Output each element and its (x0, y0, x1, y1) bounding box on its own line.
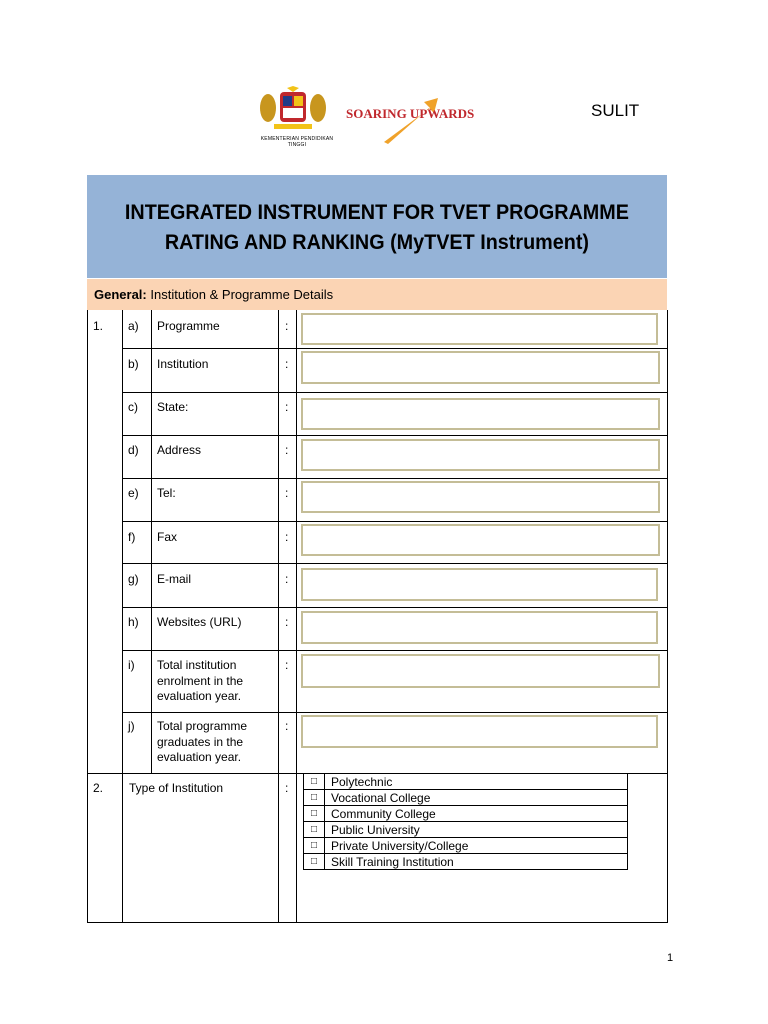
option-label-polytechnic: Polytechnic (325, 774, 628, 790)
address-field[interactable] (301, 439, 660, 471)
enrolment-field[interactable] (301, 654, 660, 688)
row-divider (122, 392, 668, 393)
checkbox-icon[interactable]: □ (304, 790, 325, 806)
website-field[interactable] (301, 611, 658, 644)
question-1-number: 1. (93, 319, 104, 333)
item-g-colon: : (285, 572, 289, 586)
institution-type-label: Type of Institution (129, 781, 224, 795)
option-row[interactable] (304, 822, 628, 838)
form-border-bottom (87, 922, 668, 923)
checkbox-icon[interactable]: □ (304, 774, 325, 790)
state-field[interactable] (301, 398, 660, 430)
soaring-upwards-logo-text: SOARING UPWARDS (346, 106, 475, 121)
row-divider (122, 650, 668, 651)
row-divider (122, 348, 668, 349)
item-b-colon: : (285, 357, 289, 371)
item-c-colon: : (285, 400, 289, 414)
details-form (87, 310, 668, 923)
option-row[interactable] (304, 774, 628, 790)
option-row[interactable] (304, 838, 628, 854)
item-h-colon: : (285, 615, 289, 629)
item-f-colon: : (285, 530, 289, 544)
item-i-colon: : (285, 658, 289, 672)
tel-label: Tel: (157, 486, 176, 500)
enrolment-label: Total institution enrolment in the evaluation year. (157, 658, 244, 703)
row-divider (122, 712, 668, 713)
option-row[interactable] (304, 806, 628, 822)
item-j-colon: : (285, 719, 289, 733)
option-row[interactable] (304, 854, 628, 870)
soaring-upwards-logo (346, 86, 475, 148)
email-field[interactable] (301, 568, 658, 601)
checkbox-icon[interactable]: □ (304, 822, 325, 838)
option-label-private-university: Private University/College (325, 838, 628, 854)
item-h-letter: h) (128, 615, 139, 629)
form-border-letter-col (151, 310, 152, 773)
option-label-community-college: Community College (325, 806, 628, 822)
section-label: General: (94, 287, 147, 302)
row-divider (122, 521, 668, 522)
programme-label: Programme (157, 319, 220, 333)
page-title (125, 197, 629, 257)
fax-label: Fax (157, 530, 178, 544)
crest-caption: KEMENTERIAN PENDIDIKAN TINGGI (260, 136, 334, 148)
page-number: 1 (667, 952, 674, 964)
option-row[interactable] (304, 790, 628, 806)
tel-field[interactable] (301, 481, 660, 513)
title-banner (87, 175, 667, 278)
item-j-letter: j) (128, 719, 135, 733)
graduates-field[interactable] (301, 715, 658, 748)
programme-field[interactable] (301, 313, 658, 345)
malaysia-crest-logo (252, 86, 342, 136)
form-border-colon-col (296, 310, 297, 923)
title-line-2: RATING AND RANKING (MyTVET Instrument) (164, 229, 590, 254)
institution-field[interactable] (301, 351, 660, 384)
state-label: State: (157, 400, 189, 414)
section-text: Institution & Programme Details (146, 287, 334, 302)
row-divider (122, 435, 668, 436)
checkbox-icon[interactable]: □ (304, 854, 325, 870)
form-border-left (87, 310, 88, 923)
form-border-number-col (122, 310, 123, 923)
item-d-letter: d) (128, 443, 139, 457)
row-divider (122, 607, 668, 608)
checkbox-icon[interactable]: □ (304, 838, 325, 854)
question-2-number: 2. (93, 781, 104, 795)
fax-field[interactable] (301, 524, 660, 556)
item-a-letter: a) (128, 319, 139, 333)
option-label-public-university: Public University (325, 822, 628, 838)
form-border-label-col (278, 310, 279, 923)
institution-type-colon: : (285, 781, 289, 795)
row-divider (122, 563, 668, 564)
graduates-label: Total programme graduates in the evaluation year. (157, 719, 248, 764)
website-label: Websites (URL) (157, 615, 242, 629)
item-g-letter: g) (128, 572, 139, 586)
address-label: Address (157, 443, 202, 457)
institution-type-options (303, 773, 628, 870)
email-label: E-mail (157, 572, 192, 586)
item-b-letter: b) (128, 357, 139, 371)
title-line-1: INTEGRATED INSTRUMENT FOR TVET PROGRAMME (124, 199, 630, 224)
item-i-letter: i) (128, 658, 135, 672)
form-border-right (667, 310, 668, 923)
item-e-letter: e) (128, 486, 139, 500)
checkbox-icon[interactable]: □ (304, 806, 325, 822)
item-d-colon: : (285, 443, 289, 457)
institution-label: Institution (157, 357, 209, 371)
item-a-colon: : (285, 319, 289, 333)
option-label-vocational-college: Vocational College (325, 790, 628, 806)
item-f-letter: f) (128, 530, 136, 544)
header-logos (252, 86, 475, 148)
section-header (87, 279, 667, 310)
option-label-skill-training: Skill Training Institution (325, 854, 628, 870)
classification-label: SULIT (591, 101, 640, 120)
row-divider (122, 478, 668, 479)
item-e-colon: : (285, 486, 289, 500)
item-c-letter: c) (128, 400, 138, 414)
